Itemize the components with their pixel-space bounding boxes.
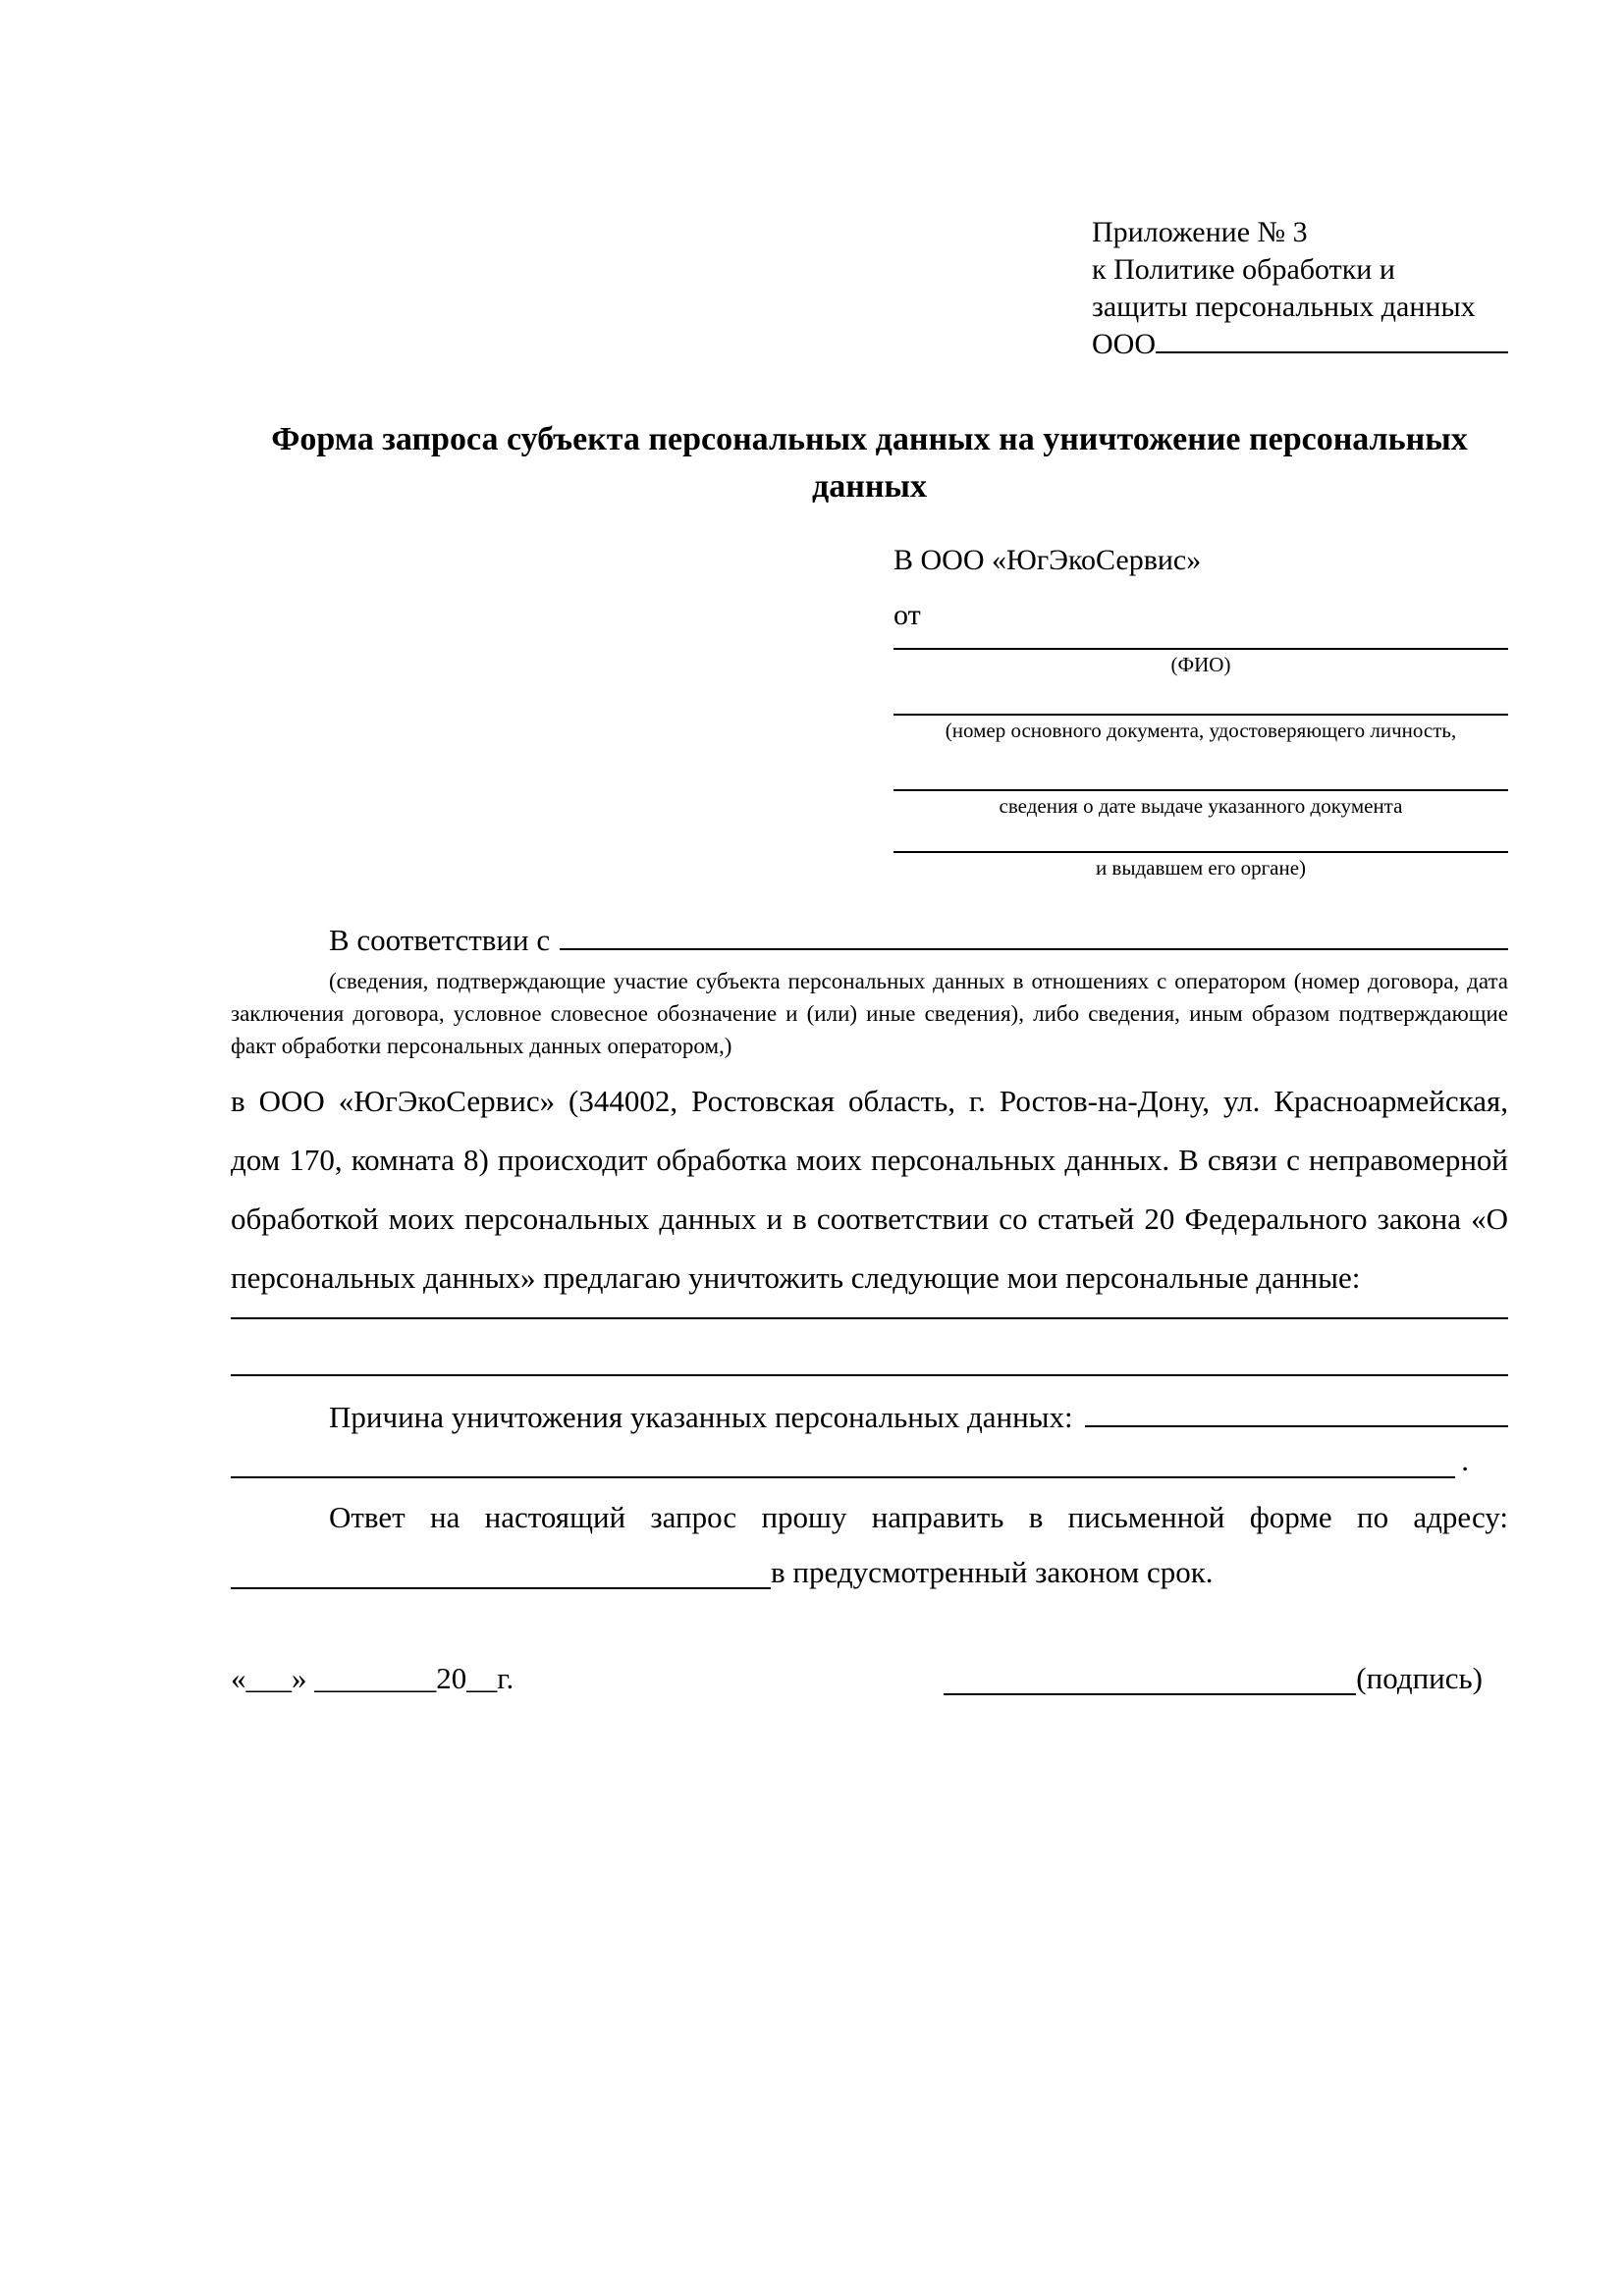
response-address-blank-field (231, 1554, 771, 1589)
reason-blank-field (1085, 1425, 1508, 1427)
signature-blank-field (944, 1662, 1356, 1695)
reason-continuation-line (231, 1439, 1508, 1478)
doc-issuer-blank-field (893, 818, 1508, 853)
response-address-line (231, 1549, 1508, 1596)
fio-field (893, 636, 1508, 676)
body-paragraph: в ООО «ЮгЭкоСервис» (344002, Ростовская область, г. Ростов-на-Дону, ул. Красноармейская, дом 170, комната 8) происходит обработка моих персональных данных. В связи с неправомерной обработкой моих персональных данных и в соответствии со статьей 20 Федерального закона «О персональных данных» предлагаю уничтожить следующие мои персональные данные: (231, 1084, 1508, 1295)
company-name-blank-field (1156, 351, 1508, 353)
doc-issue-date-field (893, 742, 1508, 818)
response-lead-paragraph: Ответ на настоящий запрос прошу направить в письменной форме по адресу: (329, 1500, 1508, 1534)
accordance-note: (сведения, подтверждающие участие субъекта персональных данных в отношениях с оператором (номер договора, дата заключения договора, условное словесное обозначение и (или) иные сведения), либо сведения, иным образом подтверждающие факт обработки персональных данных оператором,) (231, 969, 1508, 1058)
doc-number-blank-field (893, 676, 1508, 716)
signature-caption: (подпись) (1356, 1661, 1483, 1695)
addressee-to: В ООО «ЮгЭкоСервис» (893, 544, 1202, 576)
appendix-line-1: Приложение № 3 (1092, 216, 1308, 248)
page-title: Форма запроса субъекта персональных данных на уничтожение персональных данных (271, 421, 1468, 505)
date-line: «___» ________20__г. (231, 1661, 514, 1695)
data-blank-field-1 (231, 1308, 1508, 1319)
accordance-lead: В соответствии с (329, 923, 551, 957)
reason-continuation-blank-field (231, 1439, 1455, 1478)
signature-row (231, 1657, 1508, 1700)
reason-period: . (1461, 1443, 1469, 1477)
doc-issuer-field (893, 818, 1508, 880)
addressee-block (893, 540, 1508, 880)
signature-group (944, 1657, 1483, 1700)
doc-issuer-caption: и выдавшем его органе) (1095, 856, 1307, 880)
reason-line (231, 1396, 1508, 1439)
doc-issue-date-caption: сведения о дате выдаче указанного документа (999, 794, 1403, 818)
data-blank-field-2 (231, 1319, 1508, 1376)
response-tail: в предусмотренный законом срок. (771, 1555, 1214, 1589)
addressee-from-label: от (893, 599, 921, 631)
company-line (1092, 326, 1508, 363)
appendix-block (1092, 214, 1508, 363)
doc-number-caption: (номер основного документа, удостоверяющего личность, (945, 719, 1457, 742)
company-prefix-label: ООО (1092, 328, 1156, 360)
doc-number-field (893, 676, 1508, 742)
accordance-line (231, 919, 1508, 962)
doc-issue-date-blank-field (893, 742, 1508, 791)
appendix-line-2: к Политике обработки и (1092, 253, 1395, 286)
fio-blank-field (893, 636, 1508, 650)
reason-label: Причина уничтожения указанных персональных данных: (329, 1400, 1073, 1434)
fio-caption: (ФИО) (1170, 653, 1231, 676)
appendix-line-3: защиты персональных данных (1092, 291, 1476, 323)
accordance-blank-field (560, 948, 1508, 950)
